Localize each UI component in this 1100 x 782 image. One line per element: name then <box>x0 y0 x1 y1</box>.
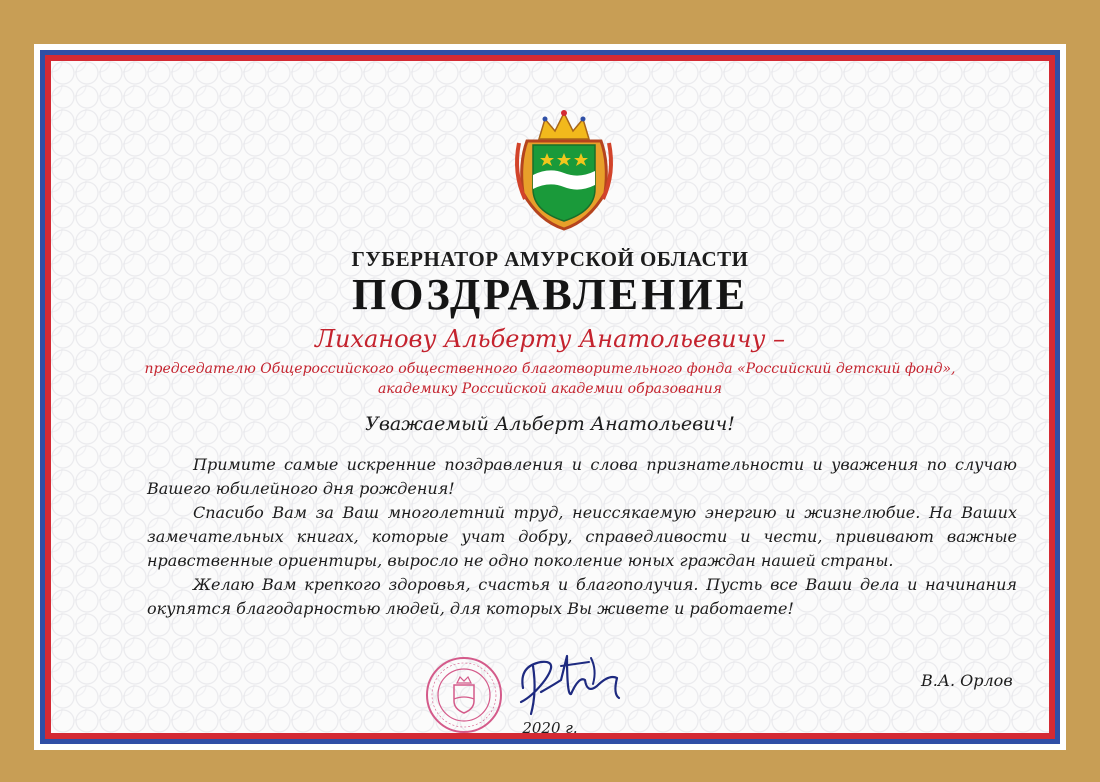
greeting: Уважаемый Альберт Анатольевич! <box>365 413 735 435</box>
recipient-position <box>51 359 1049 399</box>
handwritten-signature <box>501 636 631 721</box>
document-date: 2020 г. <box>522 719 578 737</box>
coat-of-arms-icon <box>509 103 619 233</box>
issuer-title: ГУБЕРНАТОР АМУРСКОЙ ОБЛАСТИ <box>351 247 749 271</box>
signer-name: В.А. Орлов <box>921 671 1013 690</box>
certificate-body <box>51 61 1049 737</box>
body-paragraph: Желаю Вам крепкого здоровья, счастья и благополучия. Пусть все Ваши дела и начинания окупятся благодарностью людей, для которых Вы живете и работаете! <box>147 575 1017 618</box>
body-paragraph: Спасибо Вам за Ваш многолетний труд, неиссякаемую энергию и жизнелюбие. На Ваших замечательных книгах, которые учат добру, справедливости и чести, прививают важные нравственные ориентиры, выросло не одно поколение юных граждан нашей страны. <box>147 503 1017 570</box>
recipient-position-line: председателю Общероссийского общественного благотворительного фонда «Российский детский фонд», <box>144 361 956 377</box>
document-title: ПОЗДРАВЛЕНИЕ <box>352 270 748 319</box>
body-paragraph: Примите самые искренние поздравления и слова признательности и уважения по случаю Вашего юбилейного дня рождения! <box>147 455 1017 498</box>
certificate-paper <box>34 44 1066 750</box>
letter-body <box>147 453 1017 621</box>
recipient-position-line: академику Российской академии образования <box>377 381 723 397</box>
recipient-name: Лиханову Альберту Анатольевичу – <box>314 325 786 353</box>
